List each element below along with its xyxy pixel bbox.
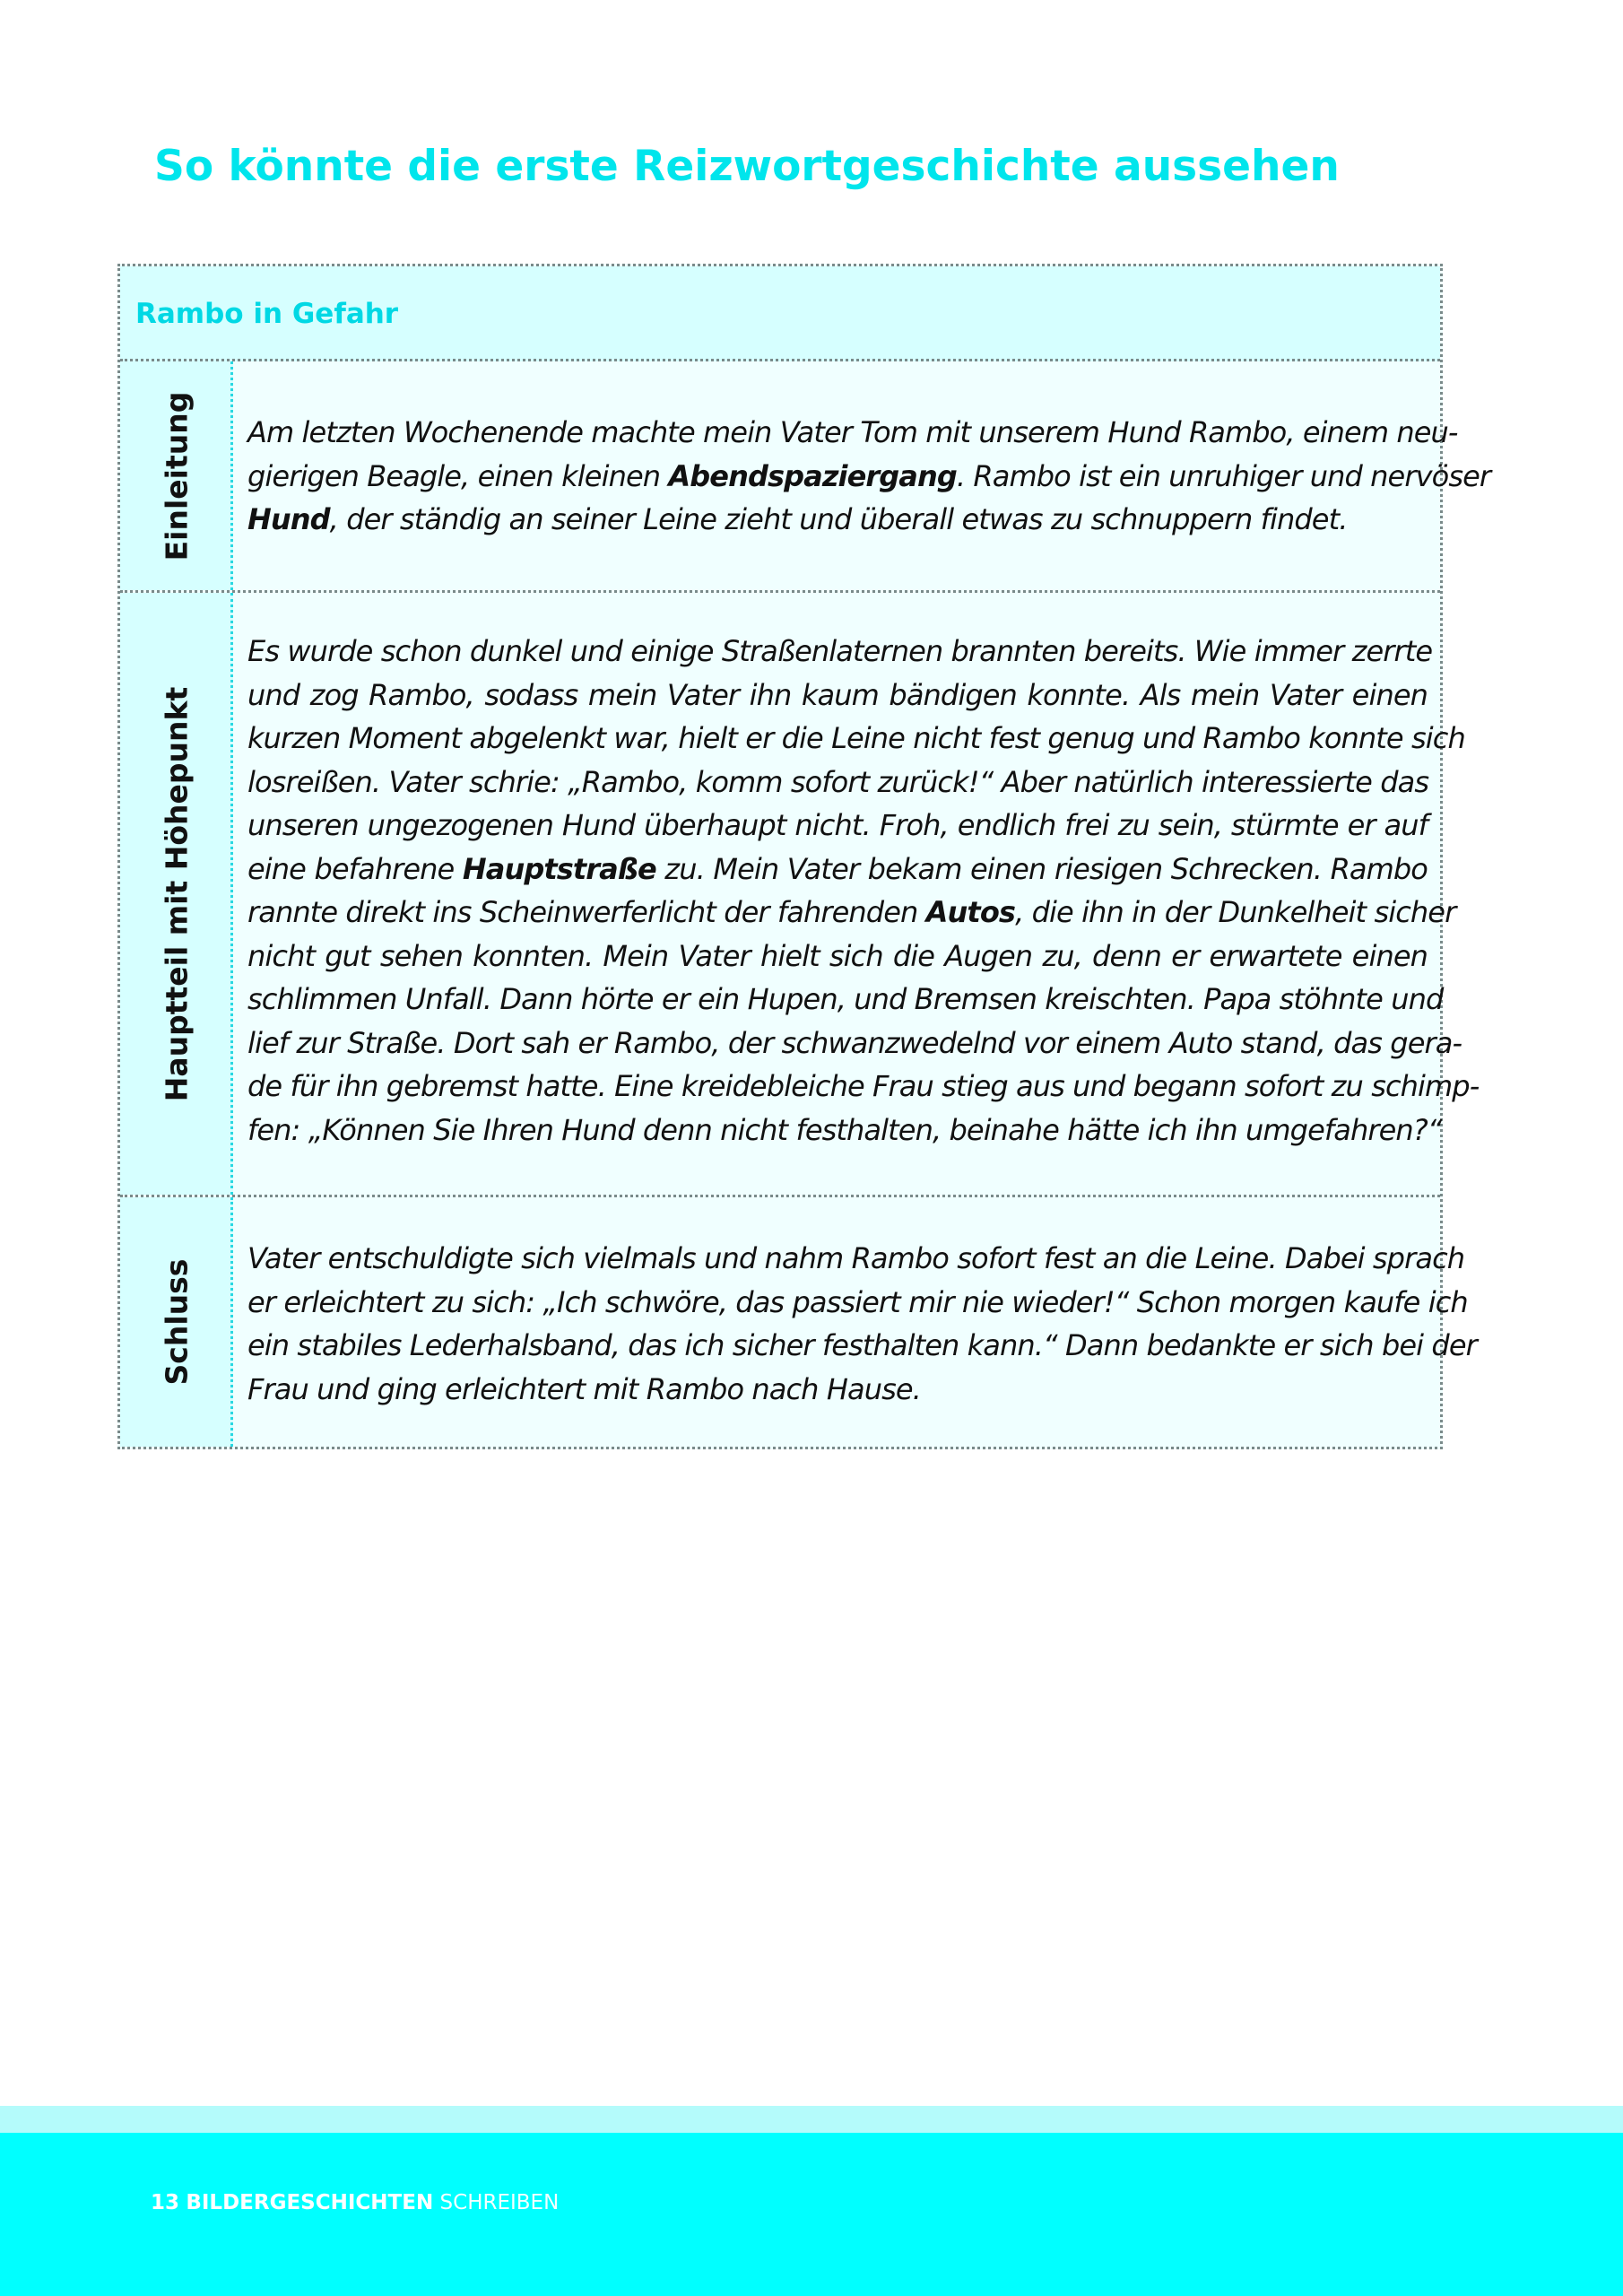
text-run: Frau und ging erleichtert mit Rambo nach Hause. [247, 1371, 921, 1406]
page-title: So könnte die erste Reizwortgeschichte aussehen [154, 142, 1340, 191]
footer-running-head [151, 2191, 559, 2214]
bold-keyword: Hund [247, 502, 330, 536]
text-line [247, 978, 1444, 1022]
section-text [247, 1237, 1477, 1411]
text-run: gierigen Beagle, einen kleinen [247, 458, 669, 493]
section-row-schluss [120, 1197, 1477, 1447]
footer-band [0, 2133, 1623, 2296]
text-line [247, 630, 1433, 674]
text-run: eine befahrene [247, 851, 463, 886]
footer-band-light [0, 2106, 1623, 2133]
text-line [247, 674, 1428, 718]
text-line [247, 1368, 1428, 1412]
story-title: Rambo in Gefahr [135, 298, 399, 330]
text-run: . Rambo ist ein unruhiger und nervöser [956, 458, 1491, 493]
section-text [247, 630, 1480, 1152]
text-run: de für ihn gebremst hatte. Eine kreidebleiche Frau stieg aus und begann sofort zu schimp- [247, 1069, 1480, 1103]
text-line [247, 1022, 1462, 1065]
text-line [247, 411, 1458, 455]
section-label: Schluss [159, 1258, 195, 1386]
text-line [247, 761, 1428, 804]
text-line [247, 935, 1428, 978]
text-run: , der ständig an seiner Leine zieht und überall etwas zu schnuppern findet. [329, 502, 1348, 536]
text-run: unseren ungezogenen Hund überhaupt nicht. Froh, endlich frei zu sein, stürmte er auf [247, 808, 1428, 842]
text-run: nicht gut sehen konnten. Mein Vater hielt sich die Augen zu, denn er erwartete einen [247, 938, 1428, 973]
text-line [247, 455, 1491, 499]
section-label: Einleitung [159, 391, 195, 561]
text-run: lief zur Straße. Dort sah er Rambo, der schwanzwedelnd vor einem Auto stand, das gera- [247, 1025, 1462, 1060]
bold-keyword: Abendspaziergang [668, 458, 957, 493]
text-line [247, 498, 1428, 542]
text-run: zu. Mein Vater bekam einen riesigen Schrecken. Rambo [655, 851, 1428, 886]
text-line [247, 1237, 1465, 1281]
text-run: rannte direkt ins Scheinwerferlicht der fahrenden [247, 895, 926, 929]
section-row-einleitung [120, 361, 1491, 593]
text-line [247, 1281, 1468, 1325]
text-run: schlimmen Unfall. Dann hörte er ein Hupen, und Bremsen kreischten. Papa stöhnte und [247, 982, 1444, 1016]
text-line [247, 1109, 1442, 1152]
text-line [247, 717, 1465, 761]
text-run: und zog Rambo, sodass mein Vater ihn kaum bändigen konnte. Als mein Vater einen [247, 677, 1428, 712]
footer-page-number: 13 [151, 2191, 180, 2214]
footer-section-bold: BILDERGESCHICHTEN [186, 2191, 434, 2214]
text-run: , die ihn in der Dunkelheit sicher [1015, 895, 1456, 929]
text-run: losreißen. Vater schrie: „Rambo, komm sofort zurück!“ Aber natürlich interessierte das [247, 764, 1429, 799]
text-line [247, 891, 1456, 935]
text-run: kurzen Moment abgelenkt war, hielt er die Leine nicht fest genug und Rambo konnte sich [247, 721, 1465, 755]
text-line [247, 804, 1428, 848]
text-run: Vater entschuldigte sich vielmals und nahm Rambo sofort fest an die Leine. Dabei sprach [247, 1241, 1465, 1275]
text-line [247, 1324, 1477, 1368]
section-label-cell [120, 593, 233, 1195]
text-line [247, 1065, 1480, 1109]
footer-section-light: SCHREIBEN [439, 2191, 560, 2214]
section-label: Hauptteil mit Höhepunkt [159, 686, 195, 1101]
bold-keyword: Hauptstraße [462, 851, 656, 886]
section-label-cell [120, 361, 233, 590]
section-row-hauptteil [120, 593, 1480, 1197]
text-run: ein stabiles Lederhalsband, das ich sicher festhalten kann.“ Dann bedankte er sich bei der [247, 1328, 1477, 1362]
text-line [247, 848, 1428, 891]
story-header [120, 266, 1440, 361]
section-text [247, 411, 1491, 542]
text-run: Es wurde schon dunkel und einige Straßenlaternen brannten bereits. Wie immer zerrte [247, 634, 1433, 668]
text-run: fen: „Können Sie Ihren Hund denn nicht festhalten, beinahe hätte ich ihn umgefahren?“ [247, 1112, 1442, 1147]
text-run: er erleichtert zu sich: „Ich schwöre, das passiert mir nie wieder!“ Schon morgen kaufe ich [247, 1284, 1468, 1319]
story-table [117, 264, 1491, 1449]
text-run: Am letzten Wochenende machte mein Vater Tom mit unserem Hund Rambo, einem neu- [247, 415, 1458, 449]
section-label-cell [120, 1197, 233, 1447]
bold-keyword: Autos [925, 895, 1016, 929]
